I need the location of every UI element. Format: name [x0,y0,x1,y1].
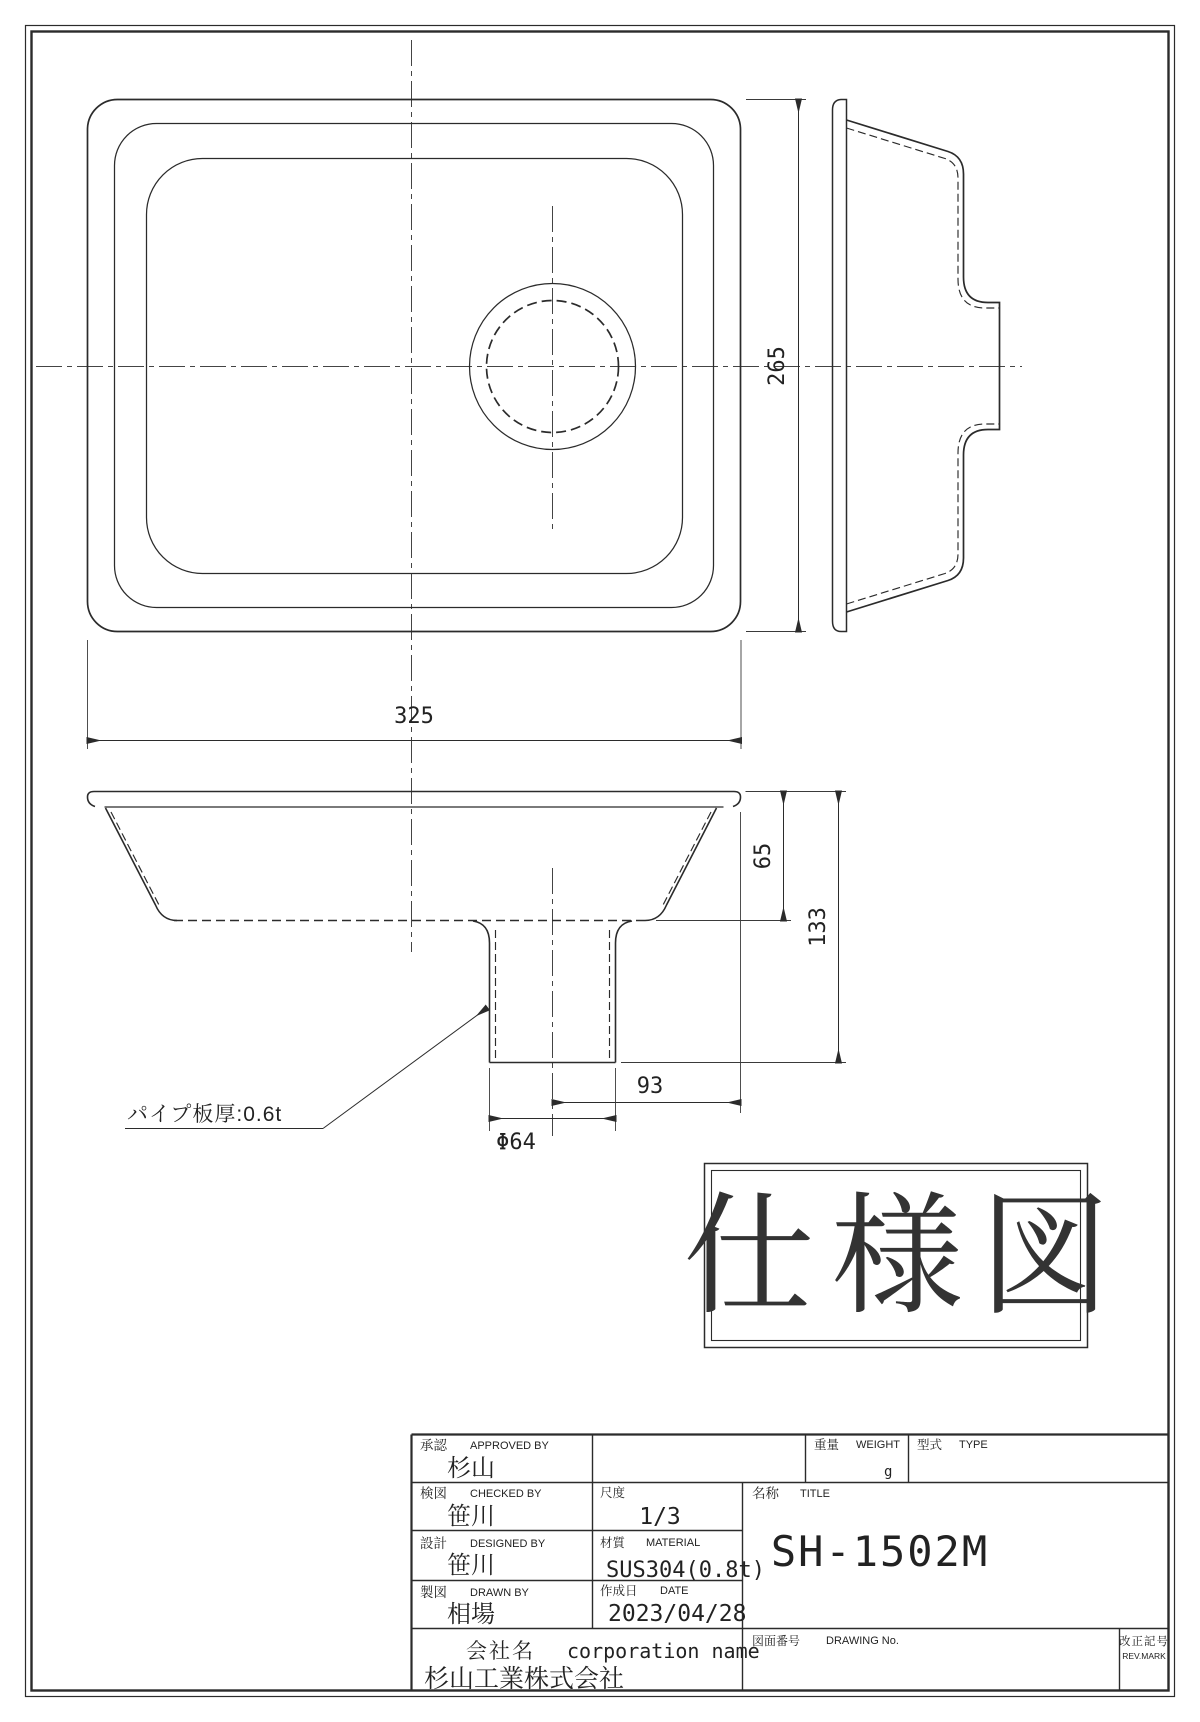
type-label-en: TYPE [959,1439,988,1451]
dim-drain-offset [553,812,741,1113]
designed-value: 笹川 [447,1552,495,1579]
weight-label-jp: 重量 [814,1438,840,1452]
approved-label-en: APPROVED BY [470,1440,549,1452]
checked-value: 笹川 [447,1503,495,1530]
approved-value: 杉山 [447,1455,495,1482]
dim-basin-depth [656,792,846,921]
plan-view [88,100,741,632]
dim-width [88,640,742,749]
dim-depth-label: 265 [765,346,790,386]
company-value: 杉山工業株式会社 [424,1665,625,1693]
side-view [833,100,1000,632]
title-value: SH-1502M [770,1527,990,1576]
material-label-jp: 材質 [600,1536,626,1550]
dim-width-label: 325 [394,704,434,729]
type-label-jp: 型式 [917,1438,943,1452]
drawn-label-en: DRAWN BY [470,1587,529,1599]
title-label-en: TITLE [800,1488,830,1500]
dim-total-height-label: 133 [806,907,831,947]
checked-label-jp: 検図 [420,1486,447,1501]
checked-label-en: CHECKED BY [470,1488,542,1500]
title-label-jp: 名称 [752,1486,779,1501]
rev-mark-label-jp: 改正記号 [1119,1636,1169,1648]
spec-stamp-text: 仕様図 [683,1183,1127,1330]
dim-drain-offset-label: 93 [636,1074,664,1099]
designed-label-en: DESIGNED BY [470,1538,546,1550]
dim-basin-depth-label: 65 [751,842,776,870]
material-label-en: MATERIAL [646,1537,701,1549]
page-border [26,26,1175,1697]
dim-total-height [621,792,846,1063]
dim-drain-dia-label: Φ64 [496,1130,536,1155]
date-label-jp: 作成日 [600,1584,638,1598]
scale-value: 1/3 [639,1504,681,1530]
centerlines [36,40,1022,1136]
pipe-thickness-leader [125,1008,487,1129]
material-value: SUS304(0.8t) [606,1558,765,1583]
drawing-no-label-en: DRAWING No. [826,1635,899,1647]
spec-stamp-box [683,1164,1127,1348]
drawn-label-jp: 製図 [420,1585,447,1600]
date-value: 2023/04/28 [608,1601,747,1627]
date-label-en: DATE [660,1585,689,1597]
company-label-en: corporation name [567,1639,760,1663]
pipe-thickness-note: パイプ板厚:0.6t [127,1103,283,1126]
designed-label-jp: 設計 [420,1536,447,1551]
weight-unit: g [884,1464,893,1480]
title-block [412,1435,1170,1694]
rev-mark-label-en: REV.MARK [1122,1651,1166,1661]
dim-depth [746,100,806,632]
approved-label-jp: 承認 [420,1438,447,1453]
scale-label-jp: 尺度 [600,1486,626,1500]
drawn-value: 相場 [447,1601,495,1628]
weight-label-en: WEIGHT [856,1439,900,1451]
drawing-no-label-jp: 図面番号 [752,1634,801,1648]
company-label-jp: 会社名 [466,1640,535,1663]
front-view [88,792,741,1063]
